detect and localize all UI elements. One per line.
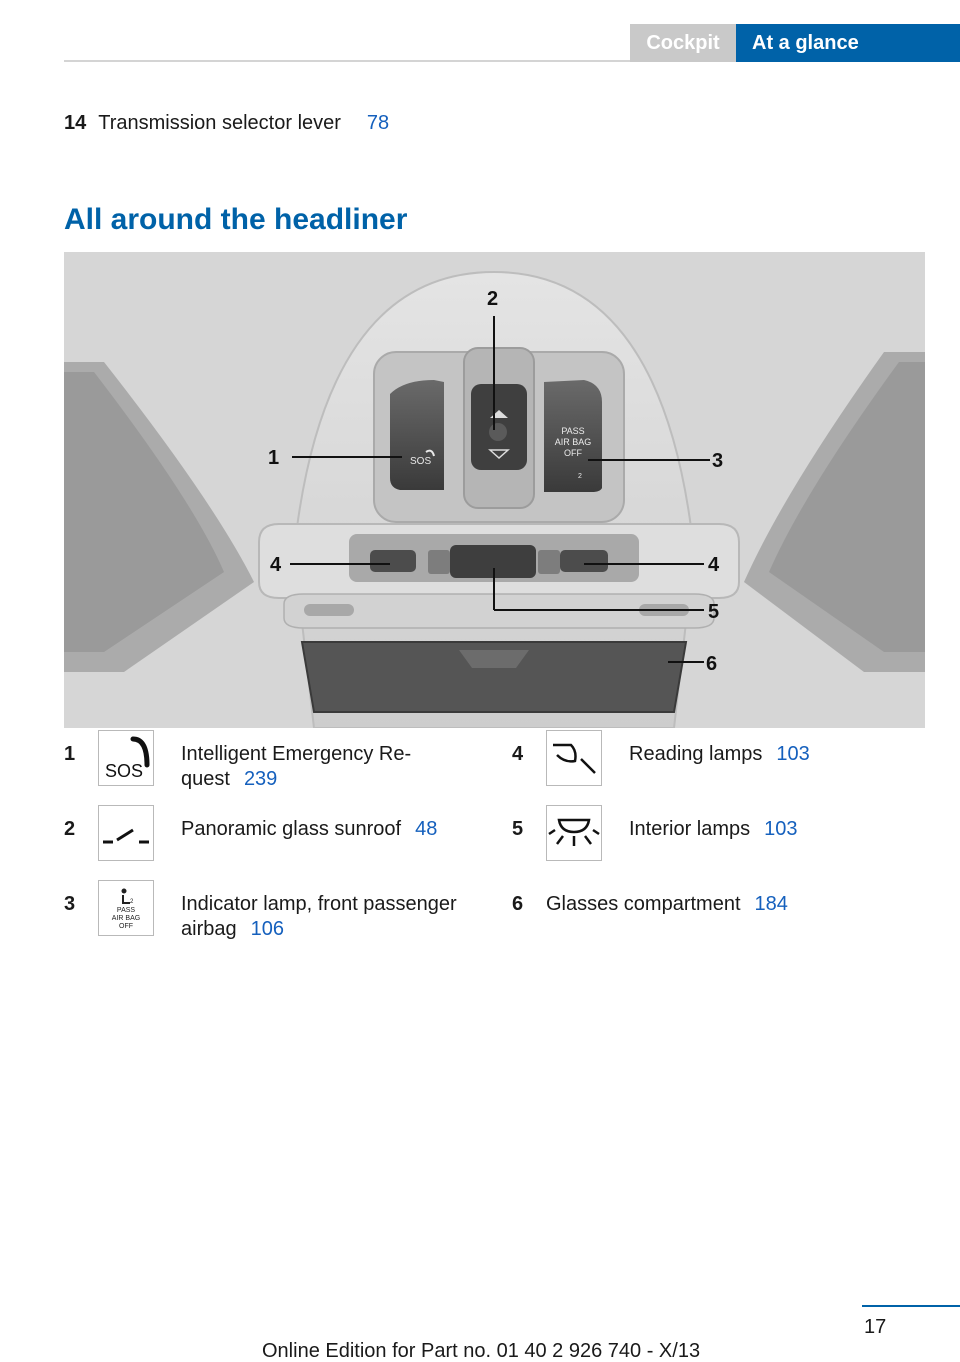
pass-label: PASS xyxy=(561,426,585,436)
off-label: OFF xyxy=(564,448,582,458)
svg-text:OFF: OFF xyxy=(119,923,133,930)
svg-text:2: 2 xyxy=(130,899,134,905)
legend-item-3 xyxy=(64,892,484,952)
callout-4-left: 4 xyxy=(270,554,282,576)
headliner-illustration xyxy=(64,252,925,728)
legend-item-4 xyxy=(512,742,932,802)
svg-text:AIR BAG: AIR BAG xyxy=(111,915,141,922)
sos-icon xyxy=(98,730,154,786)
page-reference-link[interactable]: 103 xyxy=(776,743,810,765)
airbag-label: AIR BAG xyxy=(554,437,592,447)
legend-number: 1 xyxy=(64,743,76,765)
legend-number: 6 xyxy=(512,893,524,915)
callout-6: 6 xyxy=(706,653,718,675)
page-reference-link[interactable]: 184 xyxy=(754,893,788,915)
callout-1: 1 xyxy=(268,447,280,469)
page-reference-link[interactable]: 106 xyxy=(250,918,284,940)
legend-item-2 xyxy=(64,817,484,877)
legend-number: 2 xyxy=(64,818,76,840)
sos-button-label: SOS xyxy=(410,456,432,467)
page-reference-link[interactable]: 239 xyxy=(243,768,278,790)
callout-5: 5 xyxy=(708,601,720,623)
item-number: 14 xyxy=(64,112,87,134)
header-tab-section[interactable]: Cockpit xyxy=(630,24,736,62)
header-tab-chapter[interactable]: At a glance xyxy=(736,24,960,62)
legend-label: Panoramic glass sunroof 48 xyxy=(181,818,438,840)
footer-rule xyxy=(862,1305,960,1307)
callout-3: 3 xyxy=(712,450,724,472)
legend-label: Intelligent Emergency Re- quest 239 xyxy=(181,743,412,790)
passenger-airbag-off-icon xyxy=(98,880,154,936)
item-label: Transmission selector lever xyxy=(98,112,341,134)
page-number: 17 xyxy=(864,1316,887,1338)
page-reference-link[interactable]: 103 xyxy=(764,818,798,840)
interior-lamp-icon xyxy=(546,805,602,861)
legend-label: Interior lamps 103 xyxy=(629,818,798,840)
legend-item-1 xyxy=(64,742,484,802)
legend-label: Glasses compartment 184 xyxy=(546,893,788,915)
legend-item-6 xyxy=(512,892,932,922)
svg-text:SOS: SOS xyxy=(105,761,144,781)
page-reference-link[interactable]: 78 xyxy=(366,112,390,134)
sunroof-icon xyxy=(98,805,154,861)
edition-footer: Online Edition for Part no. 01 40 2 926 740 - X/13 xyxy=(262,1340,701,1362)
list-item xyxy=(64,112,389,135)
svg-text:PASS: PASS xyxy=(116,907,136,914)
callout-2: 2 xyxy=(487,288,499,310)
legend-number: 3 xyxy=(64,893,76,915)
legend-item-5 xyxy=(512,817,932,877)
legend-label: Reading lamps 103 xyxy=(629,743,810,765)
reading-lamp-icon xyxy=(546,730,602,786)
callout-4-right: 4 xyxy=(708,554,720,576)
legend-number: 5 xyxy=(512,818,524,840)
seat-number-label: 2 xyxy=(578,473,582,480)
section-title: All around the headliner xyxy=(64,203,408,236)
legend-label: Indicator lamp, front passenger airbag 106 xyxy=(181,893,457,940)
legend-number: 4 xyxy=(512,743,524,765)
page-reference-link[interactable]: 48 xyxy=(415,818,438,840)
